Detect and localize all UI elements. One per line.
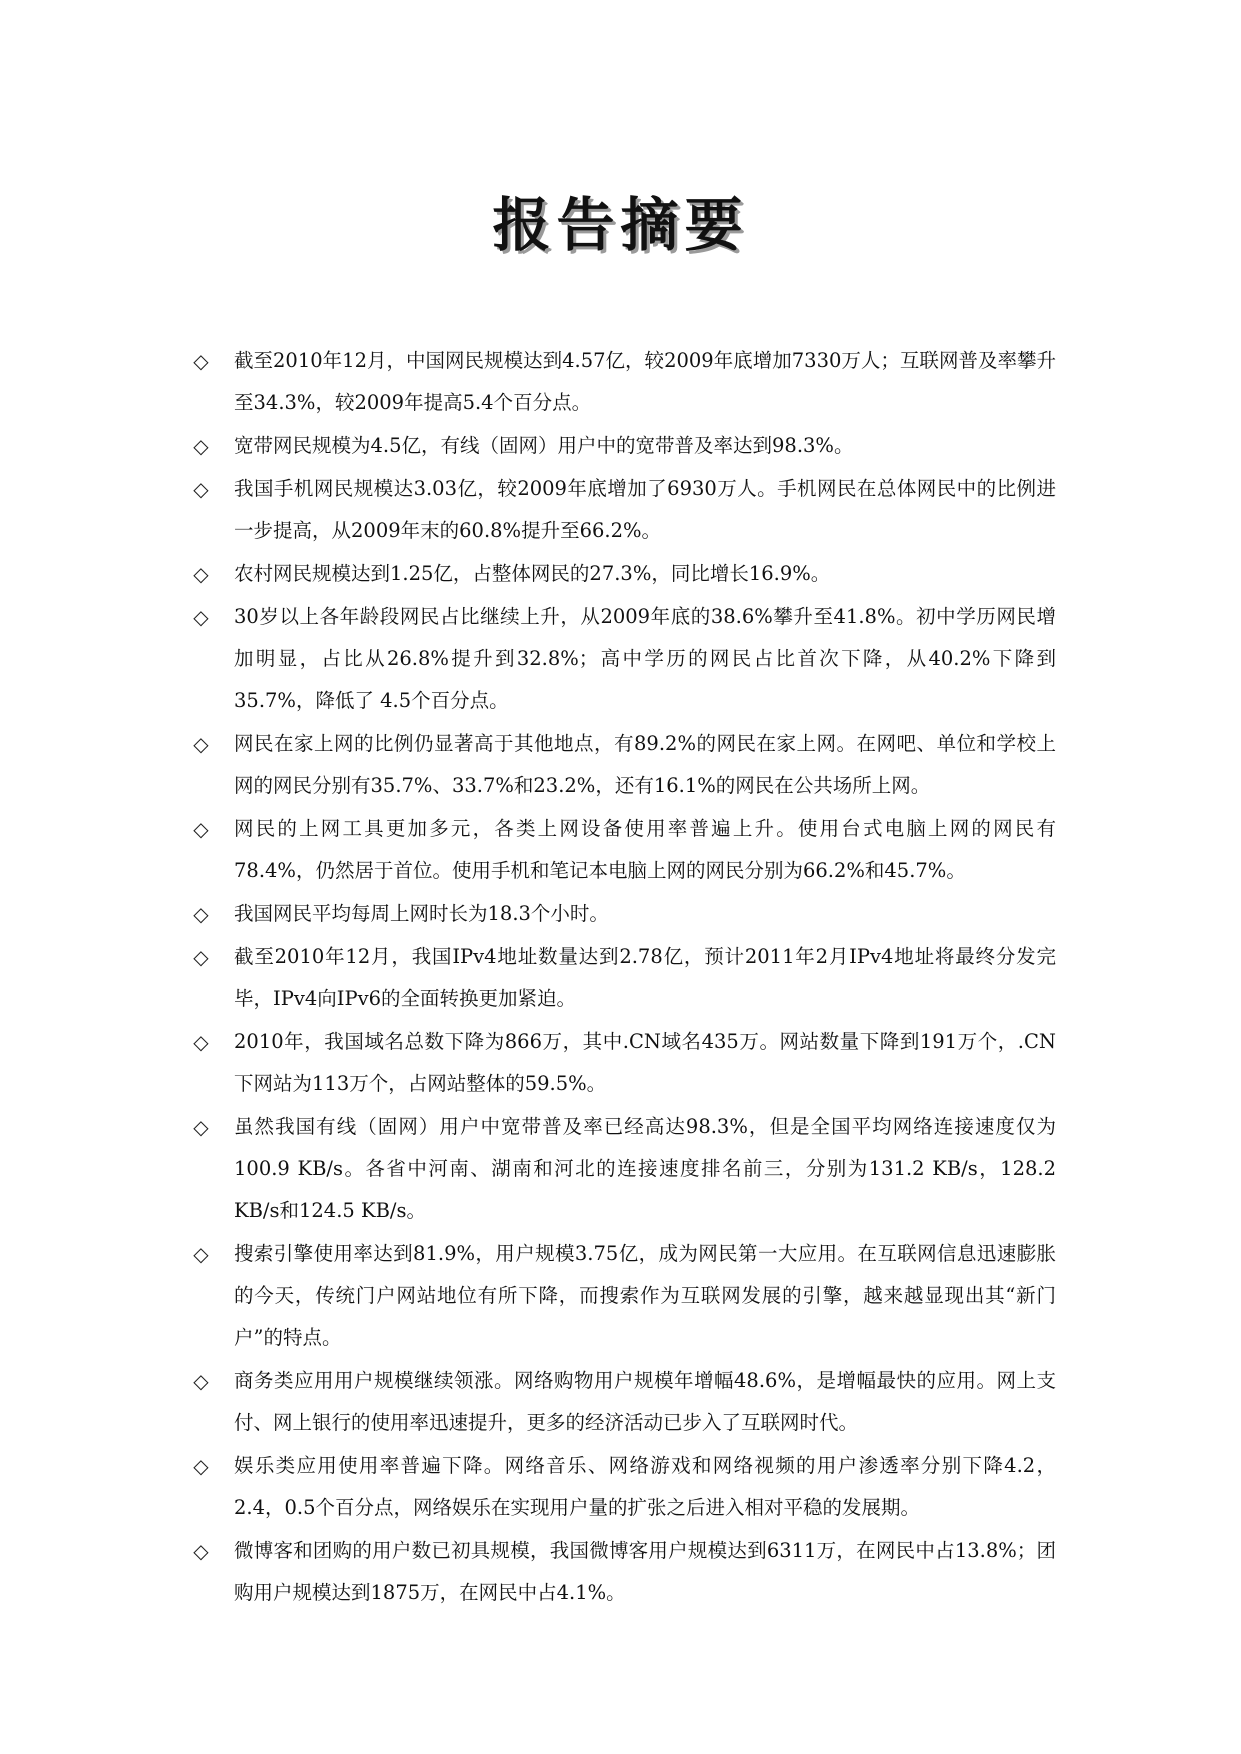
summary-item: [186, 553, 1056, 595]
diamond-bullet-icon: ◇: [193, 605, 209, 629]
summary-item: [186, 1021, 1056, 1105]
summary-item-text: 2010年，我国域名总数下降为866万，其中.CN域名435万。网站数量下降到191万个，.CN下网站为113万个，占网站整体的59.5%。: [234, 1030, 1056, 1095]
summary-item: [186, 596, 1056, 722]
diamond-bullet-icon: ◇: [193, 477, 209, 501]
diamond-bullet-icon: ◇: [193, 562, 209, 586]
summary-item-text: 我国网民平均每周上网时长为18.3个小时。: [234, 902, 609, 925]
summary-item-text: 娱乐类应用使用率普遍下降。网络音乐、网络游戏和网络视频的用户渗透率分别下降4.2，2.4，0.5个百分点，网络娱乐在实现用户量的扩张之后进入相对平稳的发展期。: [234, 1454, 1056, 1519]
summary-item-text: 宽带网民规模为4.5亿，有线（固网）用户中的宽带普及率达到98.3%。: [234, 434, 854, 457]
summary-item: [186, 1106, 1056, 1232]
summary-item-text: 网民在家上网的比例仍显著高于其他地点，有89.2%的网民在家上网。在网吧、单位和学校上网的网民分别有35.7%、33.7%和23.2%，还有16.1%的网民在公共场所上网。: [234, 732, 1056, 797]
diamond-bullet-icon: ◇: [193, 1369, 209, 1393]
summary-item: [186, 1530, 1056, 1614]
summary-item-text: 搜索引擎使用率达到81.9%，用户规模3.75亿，成为网民第一大应用。在互联网信息迅速膨胀的今天，传统门户网站地位有所下降，而搜索作为互联网发展的引擎，越来越显现出其“新门户”的特点。: [234, 1242, 1056, 1349]
page-title: 报告摘要: [492, 191, 749, 259]
summary-item-text: 截至2010年12月，中国网民规模达到4.57亿，较2009年底增加7330万人；互联网普及率攀升至34.3%，较2009年提高5.4个百分点。: [234, 349, 1056, 414]
summary-item: [186, 1360, 1056, 1444]
summary-list: [186, 340, 1056, 1615]
summary-item-text: 截至2010年12月，我国IPv4地址数量达到2.78亿，预计2011年2月IPv4地址将最终分发完毕，IPv4向IPv6的全面转换更加紧迫。: [234, 945, 1056, 1010]
summary-item-text: 农村网民规模达到1.25亿，占整体网民的27.3%，同比增长16.9%。: [234, 562, 831, 585]
summary-item-text: 虽然我国有线（固网）用户中宽带普及率已经高达98.3%，但是全国平均网络连接速度仅为100.9 KB/s。各省中河南、湖南和河北的连接速度排名前三，分别为131.2 KB/s，128.2 KB/s和124.5 KB/s。: [234, 1115, 1056, 1222]
diamond-bullet-icon: ◇: [193, 1115, 209, 1139]
diamond-bullet-icon: ◇: [193, 1539, 209, 1563]
summary-item: [186, 425, 1056, 467]
summary-item: [186, 936, 1056, 1020]
diamond-bullet-icon: ◇: [193, 732, 209, 756]
diamond-bullet-icon: ◇: [193, 902, 209, 926]
summary-item: [186, 340, 1056, 424]
diamond-bullet-icon: ◇: [193, 1030, 209, 1054]
summary-item: [186, 1233, 1056, 1359]
diamond-bullet-icon: ◇: [193, 945, 209, 969]
summary-item-text: 商务类应用用户规模继续领涨。网络购物用户规模年增幅48.6%，是增幅最快的应用。网上支付、网上银行的使用率迅速提升，更多的经济活动已步入了互联网时代。: [234, 1369, 1056, 1434]
summary-item: [186, 468, 1056, 552]
summary-item: [186, 808, 1056, 892]
diamond-bullet-icon: ◇: [193, 434, 209, 458]
summary-item: [186, 1445, 1056, 1529]
diamond-bullet-icon: ◇: [193, 349, 209, 373]
diamond-bullet-icon: ◇: [193, 817, 209, 841]
diamond-bullet-icon: ◇: [193, 1454, 209, 1478]
summary-item-text: 30岁以上各年龄段网民占比继续上升，从2009年底的38.6%攀升至41.8%。初中学历网民增加明显，占比从26.8%提升到32.8%；高中学历的网民占比首次下降，从40.2%下降到35.7%，降低了 4.5个百分点。: [234, 605, 1056, 712]
summary-item-text: 微博客和团购的用户数已初具规模，我国微博客用户规模达到6311万，在网民中占13.8%；团购用户规模达到1875万，在网民中占4.1%。: [234, 1539, 1056, 1604]
summary-item: [186, 893, 1056, 935]
summary-item: [186, 723, 1056, 807]
diamond-bullet-icon: ◇: [193, 1242, 209, 1266]
summary-item-text: 我国手机网民规模达3.03亿，较2009年底增加了6930万人。手机网民在总体网民中的比例进一步提高，从2009年末的60.8%提升至66.2%。: [234, 477, 1056, 542]
summary-item-text: 网民的上网工具更加多元，各类上网设备使用率普遍上升。使用台式电脑上网的网民有78.4%，仍然居于首位。使用手机和笔记本电脑上网的网民分别为66.2%和45.7%。: [234, 817, 1056, 882]
